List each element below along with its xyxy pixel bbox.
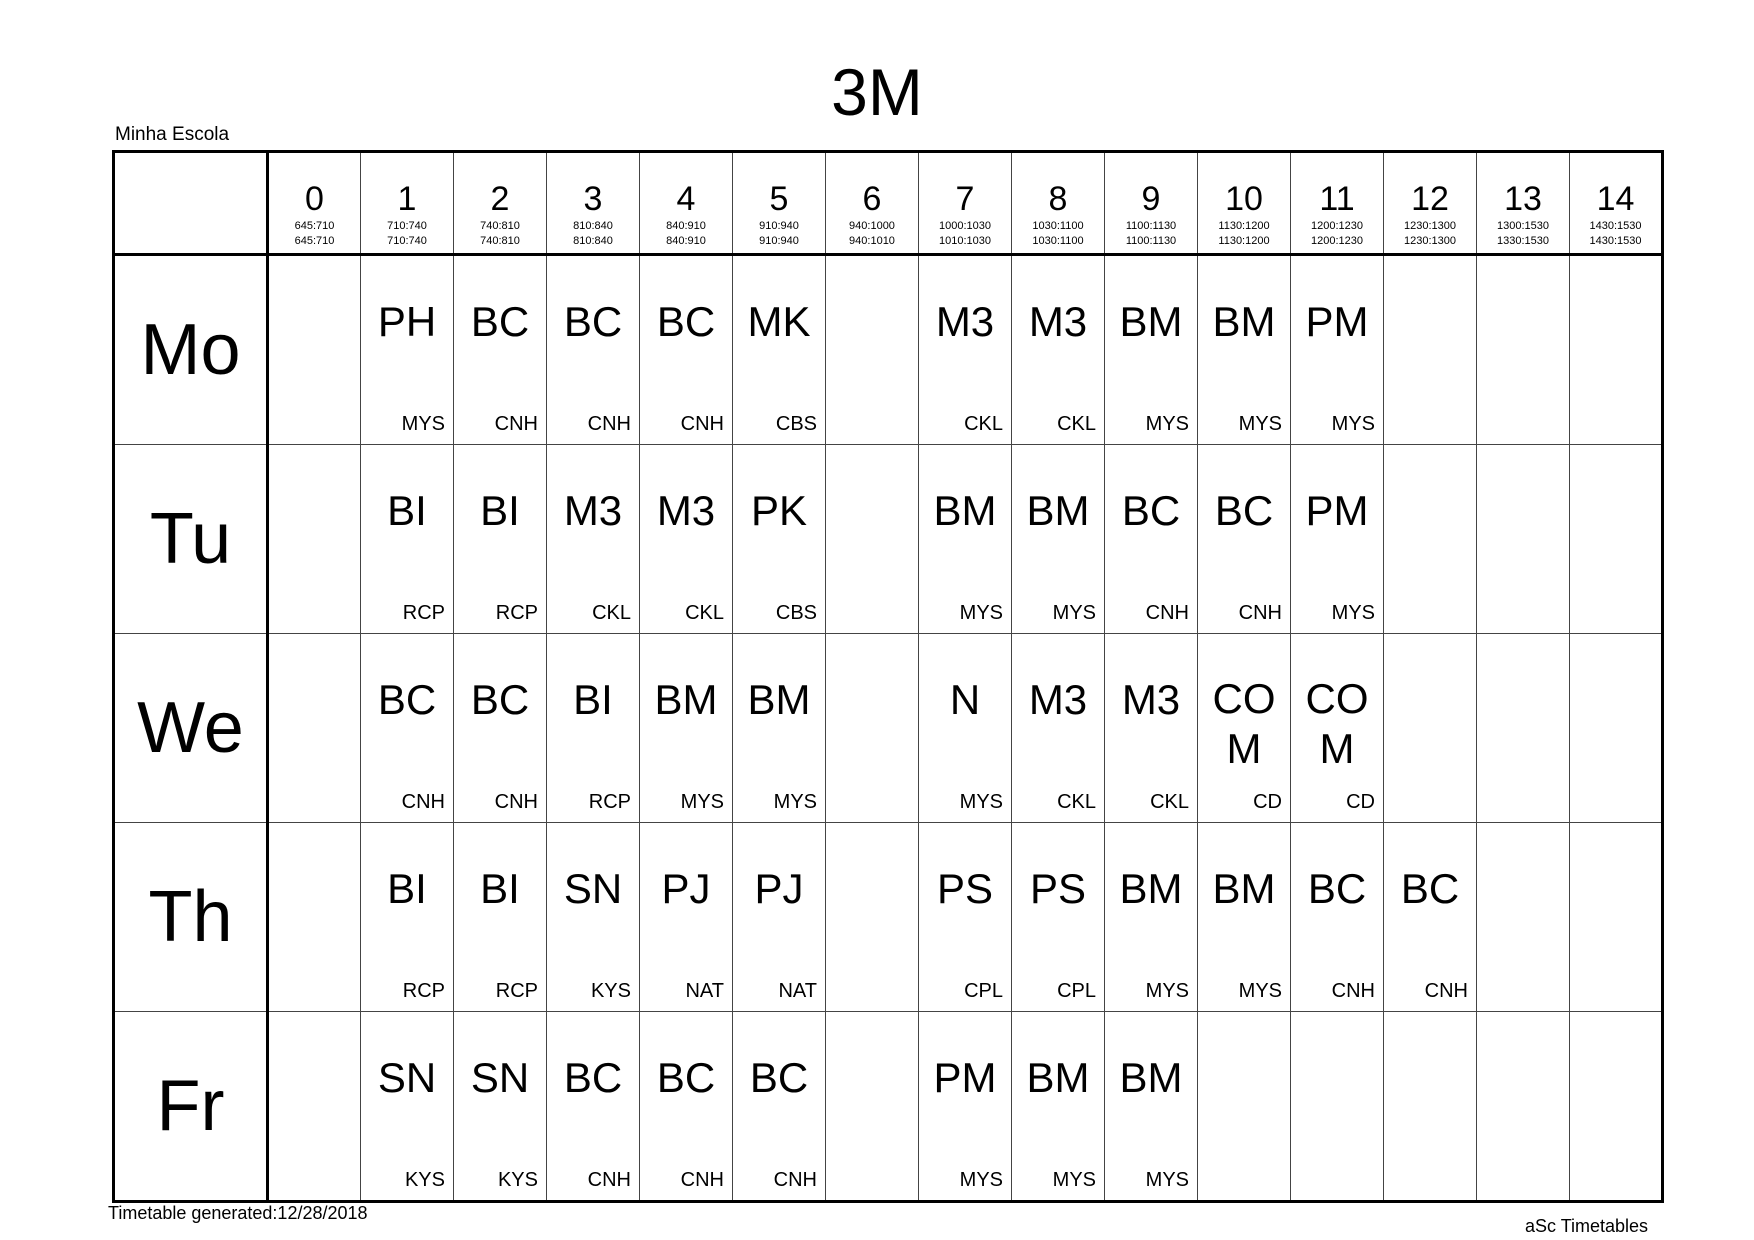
day-label: We [137,688,244,768]
period-number: 11 [1319,180,1355,218]
lesson-cell [1198,823,1291,1012]
subject-code: BM [933,487,997,534]
period-times [733,219,825,249]
period-times [826,219,918,249]
period-time-1: 1200:1230 [1311,220,1363,232]
teacher-code: RCP [402,980,445,1002]
teacher-code: RCP [495,980,538,1002]
teacher-code: MYS [773,791,817,813]
lesson-cell [1105,445,1198,634]
period-time-2: 740:810 [480,235,520,247]
period-times [547,219,639,249]
lesson-cell [268,634,361,823]
period-time-1: 1030:1100 [1032,220,1084,232]
teacher-code: MYS [1052,602,1096,624]
teacher-code: MYS [1331,602,1375,624]
period-times [269,219,360,249]
teacher-code: CKL [592,602,631,624]
period-header [1012,152,1105,255]
period-number: 4 [676,180,696,218]
lesson-cell [1012,255,1105,445]
lesson-cell [1012,634,1105,823]
period-time-2: 910:940 [759,235,799,247]
teacher-code: MYS [1238,980,1282,1002]
lesson-cell [454,634,547,823]
subject-code: PJ [661,865,711,912]
period-header [1291,152,1384,255]
subject-code: SN [377,1054,437,1101]
subject-code: M3 [1028,298,1088,345]
period-time-2: 645:710 [294,235,335,247]
lesson-cell [1477,445,1570,634]
subject-code: BI [480,487,520,534]
lesson-cell [826,255,919,445]
day-label: Fr [156,1066,225,1146]
teacher-code: CD [1253,791,1282,813]
day-row [114,255,1663,445]
subject-code: COM [1305,675,1369,772]
subject-code: BC [749,1054,809,1101]
lesson-cell [1012,1012,1105,1202]
subject-code: PM [933,1054,997,1101]
header-row [114,152,1663,255]
lesson-cell [1384,1012,1477,1202]
period-header [733,152,826,255]
lesson-cell [1198,634,1291,823]
subject-code: PS [936,865,994,912]
lesson-cell [640,634,733,823]
subject-code: BC [656,298,716,345]
lesson-cell [1291,634,1384,823]
lesson-cell [1105,1012,1198,1202]
subject-code: BC [470,676,530,723]
lesson-cell [547,1012,640,1202]
brand-credit: aSc Timetables [1525,1216,1649,1236]
subject-code: BM [1026,1054,1090,1101]
period-time-2: 1100:1130 [1125,235,1177,247]
teacher-code: KYS [590,980,631,1002]
subject-code: BC [1121,487,1181,534]
lesson-cell [268,255,361,445]
period-header [1198,152,1291,255]
teacher-code: MYS [1238,413,1282,435]
lesson-cell [1198,255,1291,445]
period-times [1570,219,1661,249]
teacher-code: CNH [1331,980,1375,1002]
period-time-2: 1030:1100 [1032,235,1084,247]
subject-code: M3 [935,298,995,345]
lesson-cell [733,1012,826,1202]
subject-code: PS [1029,865,1087,912]
period-number: 6 [862,180,882,218]
teacher-code: CNH [587,413,631,435]
lesson-cell [1477,634,1570,823]
lesson-cell [1384,823,1477,1012]
teacher-code: NAT [778,980,817,1002]
subject-code: BM [654,676,718,723]
period-time-2: 710:740 [387,235,427,247]
teacher-code: RCP [495,602,538,624]
lesson-cell [1105,255,1198,445]
lesson-cell [361,823,454,1012]
lesson-cell [454,823,547,1012]
subject-code: BM [1119,865,1183,912]
period-time-1: 1230:1300 [1404,220,1456,232]
lesson-cell [268,823,361,1012]
lesson-cell [1570,634,1663,823]
day-cell [114,255,268,445]
period-time-1: 940:1000 [849,220,895,232]
day-cell [114,634,268,823]
lesson-cell [733,445,826,634]
corner-cell [114,152,268,255]
period-number: 9 [1141,180,1161,218]
subject-code: PJ [754,865,804,912]
period-times [1291,219,1383,249]
teacher-code: MYS [1145,1169,1189,1191]
period-number: 10 [1225,180,1263,218]
teacher-code: MYS [1331,413,1375,435]
lesson-cell [454,1012,547,1202]
period-header [1105,152,1198,255]
day-row [114,634,1663,823]
teacher-code: CBS [775,413,817,435]
teacher-code: CNH [680,413,724,435]
lesson-cell [361,445,454,634]
subject-code: SN [470,1054,530,1101]
teacher-code: MYS [680,791,724,813]
teacher-code: RCP [402,602,445,624]
teacher-code: CBS [775,602,817,624]
period-times [1198,219,1290,249]
teacher-code: MYS [959,791,1003,813]
lesson-cell [826,634,919,823]
lesson-cell [1105,634,1198,823]
teacher-code: MYS [959,602,1003,624]
teacher-code: MYS [959,1169,1003,1191]
subject-code: BC [563,298,623,345]
teacher-code: CNH [1238,602,1282,624]
subject-code: BI [387,487,427,534]
period-time-1: 1430:1530 [1589,220,1642,232]
period-time-1: 740:810 [480,220,520,232]
period-time-1: 840:910 [666,220,706,232]
period-header [1570,152,1663,255]
period-time-2: 1130:1200 [1218,235,1270,247]
period-times [454,219,546,249]
teacher-code: NAT [685,980,724,1002]
period-header [268,152,361,255]
day-cell [114,445,268,634]
period-times [1477,219,1569,249]
lesson-cell [919,445,1012,634]
period-header [640,152,733,255]
period-time-2: 1010:1030 [939,235,991,247]
subject-code: PM [1305,298,1369,345]
subject-code: M3 [563,487,623,534]
teacher-code: MYS [1145,413,1189,435]
lesson-cell [361,1012,454,1202]
page-title: 3M [831,55,923,129]
teacher-code: MYS [401,413,445,435]
period-time-1: 910:940 [759,220,799,232]
period-number: 0 [305,180,324,218]
subject-code: BM [1026,487,1090,534]
period-times [640,219,732,249]
period-header [361,152,454,255]
teacher-code: CNH [401,791,445,813]
period-time-1: 1000:1030 [939,220,991,232]
teacher-code: CNH [1145,602,1189,624]
lesson-cell [1012,823,1105,1012]
lesson-cell [1105,823,1198,1012]
teacher-code: CNH [680,1169,724,1191]
subject-code: COM [1212,675,1276,772]
lesson-cell [1570,1012,1663,1202]
subject-code: BM [747,676,811,723]
period-times [919,219,1011,249]
period-number: 5 [769,180,789,218]
period-number: 14 [1596,180,1635,218]
period-time-1: 710:740 [387,220,427,232]
period-time-2: 1330:1530 [1497,235,1549,247]
subject-code: BC [563,1054,623,1101]
period-number: 3 [583,180,603,218]
lesson-cell [733,823,826,1012]
lesson-cell [361,634,454,823]
lesson-cell [1198,445,1291,634]
period-time-2: 810:840 [573,235,613,247]
subject-code: SN [563,865,623,912]
lesson-cell [1291,1012,1384,1202]
period-time-2: 1430:1530 [1589,235,1642,247]
lesson-cell [454,255,547,445]
subject-code: MK [747,298,811,345]
teacher-code: CNH [494,791,538,813]
period-time-2: 940:1010 [849,235,895,247]
lesson-cell [826,1012,919,1202]
period-number: 7 [955,180,975,218]
day-label: Tu [149,499,232,579]
teacher-code: CPL [964,980,1003,1002]
period-times [1105,219,1197,249]
lesson-cell [826,445,919,634]
period-time-2: 1230:1300 [1404,235,1456,247]
subject-code: BM [1119,298,1183,345]
lesson-cell [454,445,547,634]
lesson-cell [547,255,640,445]
lesson-cell [1291,445,1384,634]
period-times [1012,219,1104,249]
lesson-cell [1477,1012,1570,1202]
period-header [826,152,919,255]
lesson-cell [1384,255,1477,445]
period-times [1384,219,1476,249]
day-row [114,445,1663,634]
teacher-code: CKL [685,602,724,624]
lesson-cell [640,823,733,1012]
teacher-code: CNH [587,1169,631,1191]
day-row [114,823,1663,1012]
school-name: Minha Escola [115,124,230,145]
subject-code: BC [470,298,530,345]
subject-code: BC [1214,487,1274,534]
teacher-code: CPL [1057,980,1096,1002]
teacher-code: CKL [1057,413,1096,435]
subject-code: PM [1305,487,1369,534]
teacher-code: KYS [404,1169,445,1191]
period-number: 2 [490,180,510,218]
subject-code: BC [377,676,437,723]
lesson-cell [733,634,826,823]
teacher-code: CD [1346,791,1375,813]
lesson-cell [268,1012,361,1202]
period-time-1: 1300:1530 [1497,220,1549,232]
teacher-code: MYS [1145,980,1189,1002]
lesson-cell [1477,823,1570,1012]
subject-code: BC [656,1054,716,1101]
period-header [1477,152,1570,255]
lesson-cell [1477,255,1570,445]
period-header [919,152,1012,255]
period-time-1: 810:840 [573,220,613,232]
period-time-1: 1100:1130 [1125,220,1177,232]
lesson-cell [1291,255,1384,445]
period-times [361,219,453,249]
teacher-code: MYS [1052,1169,1096,1191]
lesson-cell [1291,823,1384,1012]
period-number: 12 [1411,180,1449,218]
lesson-cell [361,255,454,445]
subject-code: M3 [656,487,716,534]
lesson-cell [919,255,1012,445]
period-time-1: 645:710 [294,220,335,232]
day-cell [114,1012,268,1202]
subject-code: BC [1307,865,1367,912]
period-number: 1 [397,180,417,218]
teacher-code: CNH [773,1169,817,1191]
subject-code: BC [1400,865,1460,912]
lesson-cell [268,445,361,634]
period-header [547,152,640,255]
lesson-cell [547,445,640,634]
teacher-code: CNH [1424,980,1468,1002]
subject-code: BI [573,676,613,723]
teacher-code: RCP [588,791,631,813]
lesson-cell [1012,445,1105,634]
period-time-1: 1130:1200 [1218,220,1270,232]
teacher-code: CKL [1057,791,1096,813]
subject-code: M3 [1121,676,1181,723]
subject-code: M3 [1028,676,1088,723]
subject-code: PK [750,487,808,534]
lesson-cell [826,823,919,1012]
period-header [1384,152,1477,255]
lesson-cell [1570,823,1663,1012]
lesson-cell [919,634,1012,823]
lesson-cell [547,634,640,823]
period-number: 13 [1504,180,1542,218]
day-cell [114,823,268,1012]
subject-code: BM [1212,865,1276,912]
generated-date: Timetable generated:12/28/2018 [108,1203,368,1223]
subject-code: BI [387,865,427,912]
subject-code: PH [377,298,437,345]
teacher-code: CKL [964,413,1003,435]
lesson-cell [733,255,826,445]
lesson-cell [1384,445,1477,634]
subject-code: N [949,676,981,723]
period-number: 8 [1048,180,1068,218]
lesson-cell [640,445,733,634]
lesson-cell [919,823,1012,1012]
subject-code: BM [1119,1054,1183,1101]
day-row [114,1012,1663,1202]
teacher-code: KYS [497,1169,538,1191]
lesson-cell [1570,445,1663,634]
lesson-cell [1198,1012,1291,1202]
timetable-grid [112,150,1664,1203]
period-header [454,152,547,255]
teacher-code: CNH [494,413,538,435]
subject-code: BI [480,865,520,912]
period-time-2: 840:910 [666,235,706,247]
lesson-cell [1570,255,1663,445]
lesson-cell [640,255,733,445]
subject-code: BM [1212,298,1276,345]
lesson-cell [547,823,640,1012]
teacher-code: CKL [1150,791,1189,813]
lesson-cell [919,1012,1012,1202]
lesson-cell [1384,634,1477,823]
day-label: Mo [140,310,241,390]
lesson-cell [640,1012,733,1202]
period-time-2: 1200:1230 [1311,235,1363,247]
day-label: Th [148,877,233,957]
